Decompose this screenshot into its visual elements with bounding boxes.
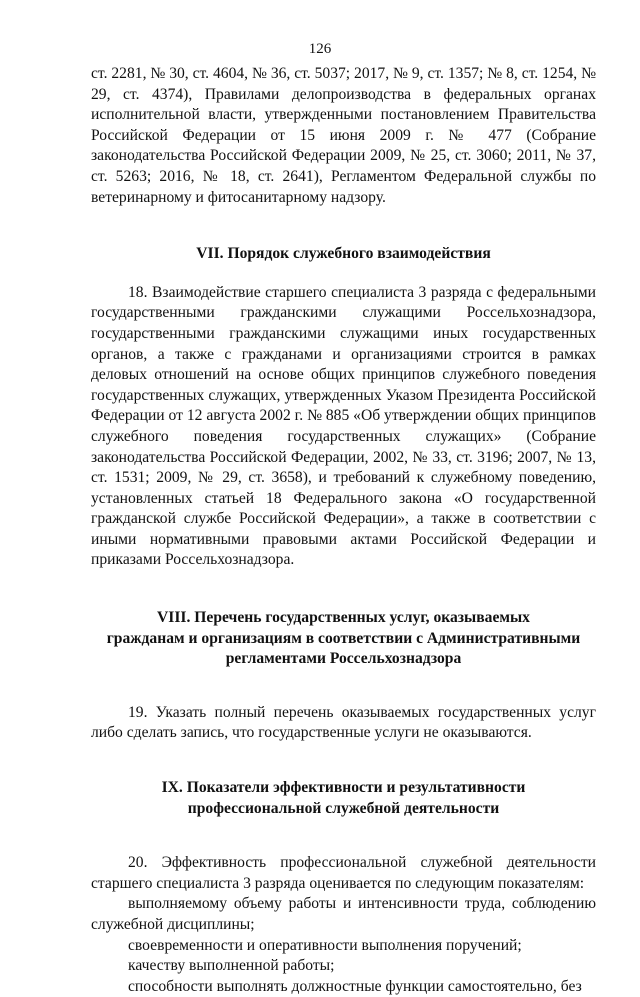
document-body: [91, 64, 596, 997]
page-number: 126: [308, 41, 332, 57]
section-8-heading-line-1: VIII. Перечень государственных услуг, оказываемых: [157, 609, 530, 627]
section-9-heading-line-1: IX. Показатели эффективности и результативности: [161, 779, 526, 797]
intro-paragraph: ст. 2281, № 30, ст. 4604, № 36, ст. 5037; 2017, № 9, ст. 1357; № 8, ст. 1254, № 29, ст. 4374), Правилами делопроизводства в федеральных органах исполнительной власти, утвержденными постановлением Правительства Российской Федерации от 15 июня 2009 г. № 477 (Собрание законодательства Российской Федерации 2009, № 25, ст. 3060; 2011, № 37, ст. 5263; 2016, № 18, ст. 2641), Регламентом Федеральной службы по ветеринарному и фитосанитарному надзору.: [91, 65, 596, 206]
paragraph-18: 18. Взаимодействие старшего специалиста 3 разряда с федеральными государственными гражданскими служащими Россельхознадзора, государственными гражданскими служащими иных государственных органов, а также с гражданами и организациями строится в рамках деловых отношений на основе общих принципов служебного поведения государственных служащих, утвержденных Указом Президента Российской Федерации от 12 августа 2002 г. № 885 «Об утверждении общих принципов служебного поведения государственных служащих» (Собрание законодательства Российской Федерации, 2002, № 33, ст. 3196; 2007, № 13, ст. 1531; 2009, № 29, ст. 3658), и требований к служебному поведению, установленных статьей 18 Федерального закона «О государственной гражданской службе Российской Федерации», а также в соответствии с иными нормативными правовыми актами Российской Федерации и приказами Россельхознадзора.: [91, 283, 597, 569]
section-8-heading-line-2: гражданам и организациям в соответствии с Административными: [106, 629, 581, 647]
criteria-item-2: своевременности и оперативности выполнения поручений;: [128, 936, 522, 954]
criteria-item-3: качеству выполненной работы;: [128, 957, 335, 975]
section-8-heading: [91, 608, 596, 670]
section-8-heading-line-3: регламентами Россельхознадзора: [225, 650, 462, 668]
section-9-heading: [91, 778, 596, 819]
section-7-heading: VII. Порядок служебного взаимодействия: [196, 245, 491, 263]
paragraph-19: 19. Указать полный перечень оказываемых государственных услуг либо сделать запись, что государственные услуги не оказываются.: [91, 703, 596, 742]
criteria-item-1: выполняемому объему работы и интенсивности труда, соблюдению служебной дисциплины;: [91, 895, 596, 933]
paragraph-20: 20. Эффективность профессиональной служебной деятельности старшего специалиста 3 разряда оценивается по следующим показателям:: [91, 854, 596, 892]
section-9-heading-line-2: профессиональной служебной деятельности: [187, 799, 500, 817]
criteria-item-4: способности выполнять должностные функции самостоятельно, без: [128, 977, 582, 995]
